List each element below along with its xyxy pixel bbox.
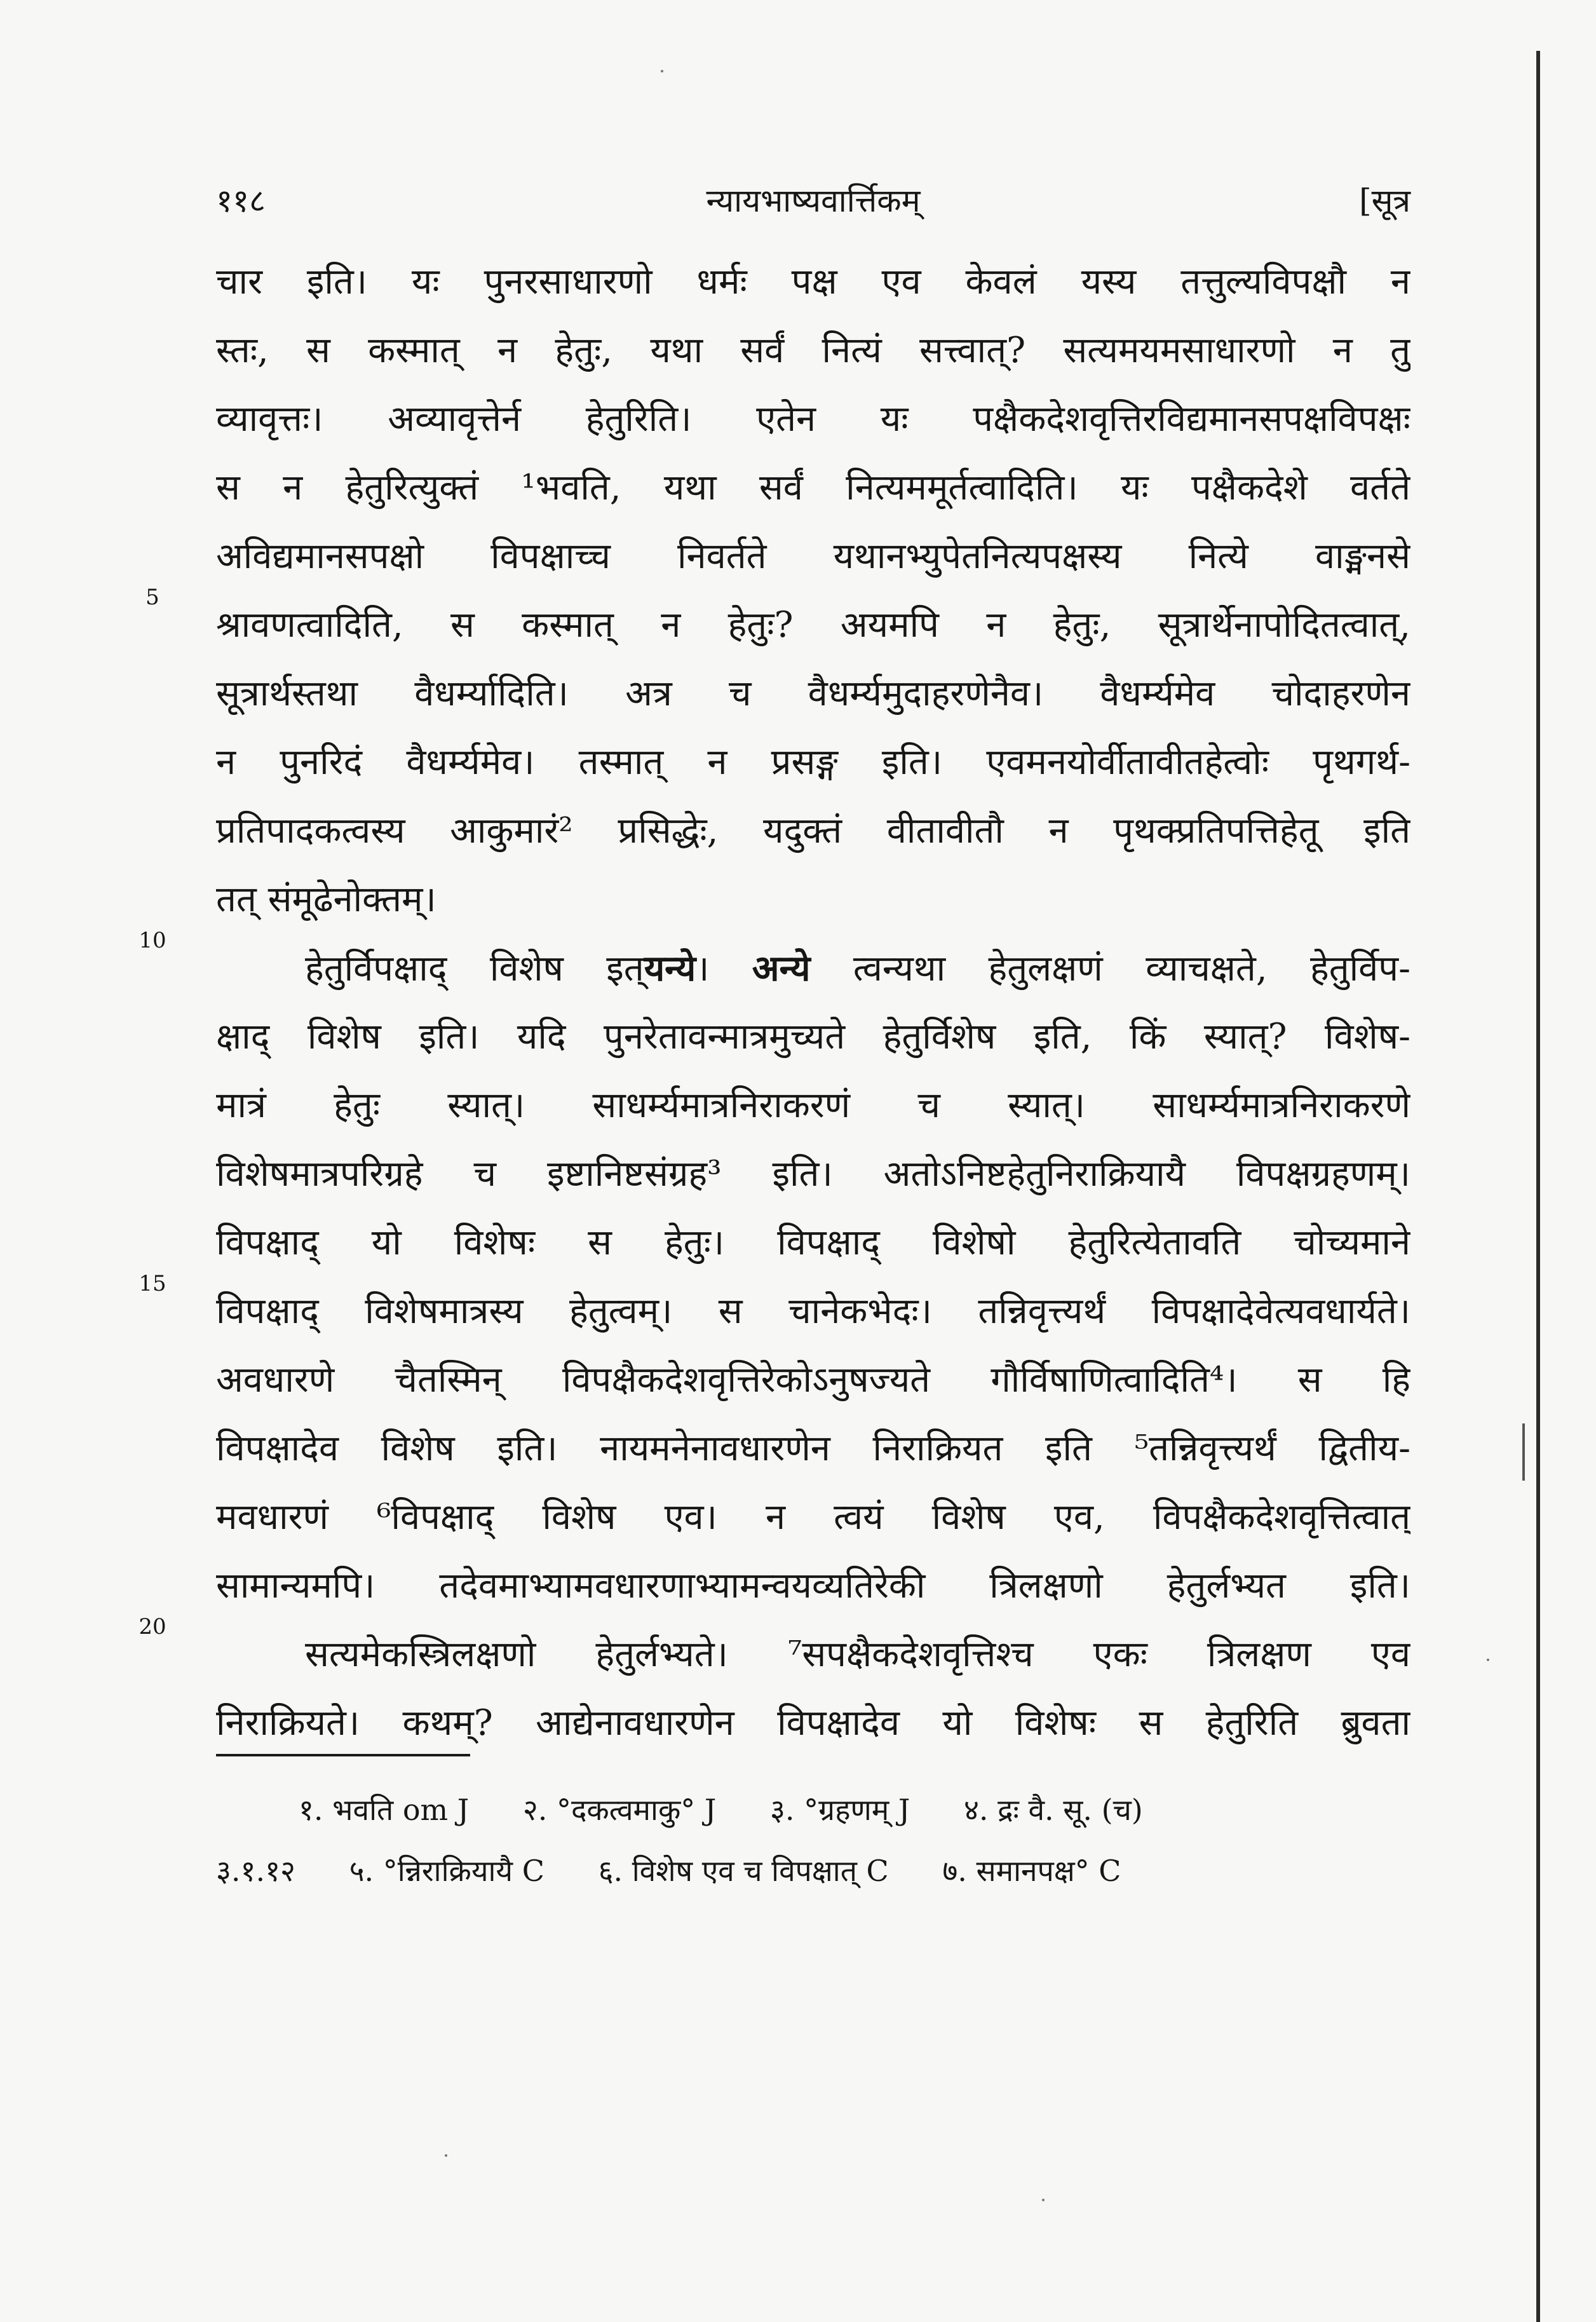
text-line: स न हेतुरित्युक्तं ¹भवति, यथा सर्वं नित्यममूर्तत्वादिति। यः पक्षैकदेशे वर्तते bbox=[216, 467, 1410, 508]
footnote: ५. °न्निराक्रियायै C bbox=[349, 1854, 544, 1888]
section-label: [सूत्र bbox=[1359, 182, 1410, 219]
footnotes bbox=[216, 1779, 1410, 1901]
line-number-10: 10 bbox=[139, 928, 166, 953]
text-line: अवधारणे चैतस्मिन् विपक्षैकदेशवृत्तिरेकोऽनुषज्यते गौर्विषाणित्वादिति⁴। स हि bbox=[216, 1359, 1410, 1401]
scan-speck bbox=[661, 70, 663, 72]
text-line: निराक्रियते। कथम्? आद्येनावधारणेन विपक्षादेव यो विशेषः स हेतुरिति ब्रुवता bbox=[216, 1702, 1410, 1744]
line-number-15: 15 bbox=[139, 1271, 166, 1296]
text-span: त्वन्यथा हेतुलक्षणं व्याचक्षते, हेतुर्विप- bbox=[810, 948, 1410, 989]
bold-text: अन्ये bbox=[752, 947, 811, 989]
footnote: ६. विशेष एव च विपक्षात् C bbox=[598, 1854, 889, 1888]
line-number-20: 20 bbox=[139, 1614, 166, 1640]
bold-text: यन्ये bbox=[644, 947, 696, 989]
main-text bbox=[216, 248, 1410, 1758]
text-line: विपक्षाद् यो विशेषः स हेतुः। विपक्षाद् विशेषो हेतुरित्येतावति चोच्यमाने bbox=[216, 1222, 1410, 1263]
text-line: विशेषमात्रपरिग्रहे च इष्टानिष्टसंग्रह³ इति। अतोऽनिष्टहेतुनिराक्रियायै विपक्षग्रहणम्। bbox=[216, 1153, 1410, 1195]
footnote: ७. समानपक्ष° C bbox=[942, 1854, 1121, 1888]
text-line: मात्रं हेतुः स्यात्। साधर्म्यमात्रनिराकरणं च स्यात्। साधर्म्यमात्रनिराकरणे bbox=[216, 1085, 1410, 1126]
footnote-row bbox=[216, 1779, 1410, 1840]
footnote: २. °दकत्वमाकु° J bbox=[522, 1793, 717, 1827]
text-line: चार इति। यः पुनरसाधारणो धर्मः पक्ष एव केवलं यस्य तत्तुल्यविपक्षौ न bbox=[216, 261, 1410, 302]
page-edge bbox=[1536, 51, 1540, 2322]
text-line bbox=[216, 934, 1410, 1003]
line-number-5: 5 bbox=[145, 585, 159, 610]
scan-speck bbox=[1487, 1659, 1489, 1661]
text-line: श्रावणत्वादिति, स कस्मात् न हेतुः? अयमपि न हेतुः, सूत्रार्थेनापोदितत्वात्, bbox=[216, 604, 1410, 646]
text-line: क्षाद् विशेष इति। यदि पुनरेतावन्मात्रमुच्यते हेतुर्विशेष इति, किं स्यात्? विशेष- bbox=[216, 1016, 1410, 1057]
footnote: ४. द्रः वै. सू. (च) bbox=[963, 1793, 1143, 1827]
footnote-rule bbox=[216, 1754, 470, 1756]
text-line: अविद्यमानसपक्षो विपक्षाच्च निवर्तते यथानभ्युपेतनित्यपक्षस्य नित्ये वाङ्मनसे bbox=[216, 536, 1410, 577]
text-span: हेतुर्विपक्षाद् विशेष इत् bbox=[305, 948, 644, 989]
text-line: प्रतिपादकत्वस्य आकुमारं² प्रसिद्धेः, यदुक्तं वीतावीतौ न पृथक्प्रतिपत्तिहेतू इति bbox=[216, 810, 1410, 852]
text-span: । bbox=[696, 948, 752, 989]
footnote: ३.१.१२ bbox=[216, 1854, 295, 1888]
text-line: सत्यमेकस्त्रिलक्षणो हेतुर्लभ्यते। ⁷सपक्षैकदेशवृत्तिश्च एकः त्रिलक्षण एव bbox=[305, 1634, 1410, 1675]
footnote: ३. °ग्रहणम् J bbox=[769, 1793, 910, 1827]
page-header bbox=[216, 165, 1410, 235]
text-line: सूत्रार्थस्तथा वैधर्म्यादिति। अत्र च वैधर्म्यमुदाहरणेनैव। वैधर्म्यमेव चोदाहरणेन bbox=[216, 673, 1410, 714]
text-line: तत् संमूढेनोक्तम्। bbox=[216, 879, 436, 920]
footnote-row bbox=[216, 1840, 1410, 1901]
scan-speck bbox=[1042, 2199, 1045, 2201]
text-line: व्यावृत्तः। अव्यावृत्तेर्न हेतुरिति। एतेन यः पक्षैकदेशवृत्तिरविद्यमानसपक्षविपक्षः bbox=[216, 398, 1410, 440]
page-number: ११८ bbox=[216, 182, 266, 219]
text-line: न पुनरिदं वैधर्म्यमेव। तस्मात् न प्रसङ्ग इति। एवमनयोर्वीतावीतहेत्वोः पृथगर्थ- bbox=[216, 742, 1410, 783]
scan-speck bbox=[445, 2154, 447, 2157]
running-title: न्यायभाष्यवार्त्तिकम् bbox=[706, 182, 921, 219]
text-line: विपक्षादेव विशेष इति। नायमनेनावधारणेन निराक्रियत इति ⁵तन्निवृत्त्यर्थं द्वितीय- bbox=[216, 1428, 1410, 1469]
text-line: स्तः, स कस्मात् न हेतुः, यथा सर्वं नित्यं सत्त्वात्? सत्यमयमसाधारणो न तु bbox=[216, 330, 1410, 371]
text-line: सामान्यमपि। तदेवमाभ्यामवधारणाभ्यामन्वयव्यतिरेकी त्रिलक्षणो हेतुर्लभ्यत इति। bbox=[216, 1565, 1410, 1606]
text-line: विपक्षाद् विशेषमात्रस्य हेतुत्वम्। स चानेकभेदः। तन्निवृत्त्यर्थं विपक्षादेवेत्यवधार्यते। bbox=[216, 1291, 1410, 1332]
page-edge-mark bbox=[1522, 1423, 1525, 1481]
footnote: १. भवति om J bbox=[299, 1793, 470, 1827]
text-line: मवधारणं ⁶विपक्षाद् विशेष एव। न त्वयं विशेष एव, विपक्षैकदेशवृत्तित्वात् bbox=[216, 1497, 1410, 1538]
